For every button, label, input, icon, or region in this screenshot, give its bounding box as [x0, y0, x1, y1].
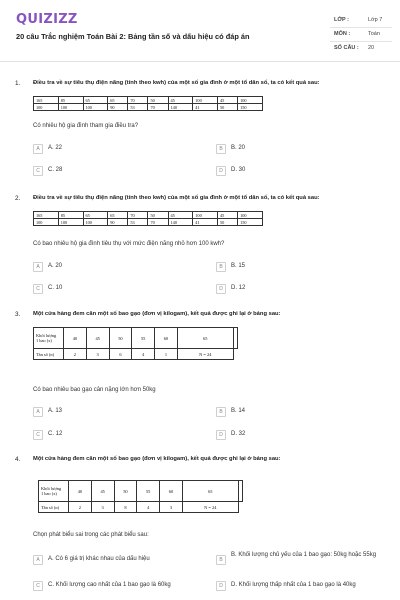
table-cell: 45 [168, 97, 193, 104]
table-cell: 4 [137, 502, 160, 513]
table-cell: 100 [238, 97, 263, 104]
table-cell: 150 [238, 219, 263, 226]
table-cell: 60 [160, 481, 183, 502]
table-cell: 50 [109, 328, 132, 349]
table-row [34, 97, 263, 104]
row-header-frequency: Tần số (n) [39, 502, 69, 513]
table-cell: 45 [218, 97, 238, 104]
option-letter: A [33, 555, 43, 565]
data-table [33, 96, 263, 111]
option-letter: C [33, 284, 43, 294]
table-cell: 45 [86, 328, 109, 349]
table-cell: 1 [155, 349, 178, 360]
data-table [33, 211, 263, 226]
table-cell: 6 [109, 349, 132, 360]
table-cell: 45 [168, 212, 193, 219]
table-cell: 165 [34, 97, 59, 104]
table-cell: 70 [148, 219, 168, 226]
table-cell: 3 [160, 502, 183, 513]
question-number: 1. [15, 80, 21, 87]
table-cell: 50 [114, 481, 137, 502]
table-cell: 2 [64, 349, 87, 360]
table-cell: 50 [218, 219, 238, 226]
option-letter: B [216, 407, 226, 417]
option-text: A. Có 6 giá trị khác nhau của dấu hiệu [48, 556, 150, 562]
meta-value: Lớp 7 [368, 17, 383, 23]
meta-label: MÔN : [334, 31, 351, 37]
table-row [39, 481, 243, 502]
frequency-table [33, 327, 238, 360]
option-letter: D [216, 581, 226, 591]
option-text: D. Khối lượng thấp nhất của 1 bao gạo là 40kg [231, 582, 356, 588]
table-cell: 3 [86, 349, 109, 360]
table-cell: 100 [83, 219, 108, 226]
meta-label: LỚP : [334, 17, 349, 23]
question-prompt: Có bao nhiêu bao gạo cân nặng lớn hơn 50kg [33, 387, 156, 393]
question-text: Điều tra về sự tiêu thụ điện năng (tính theo kwh) của một số gia đình ở một tổ dân số, ta có kết quả sau: [33, 195, 320, 201]
option-text: B. Khối lượng chủ yếu của 1 bao gạo: 50kg hoặc 55kg [231, 552, 377, 558]
page-header [0, 0, 400, 62]
table-cell: 4 [132, 349, 155, 360]
table-cell: N = 24 [182, 502, 238, 513]
table-cell: 65 [83, 97, 108, 104]
meta-value: Toán [368, 31, 380, 37]
quizizz-logo: QUIZIZZ [16, 12, 78, 27]
option-text: C. 10 [48, 285, 63, 291]
row-header-value: Khối lượng 1 bao (x) [34, 328, 64, 349]
document-title: 20 câu Trắc nghiệm Toán Bài 2: Bảng tần số và dấu hiệu có đáp án [16, 32, 250, 41]
table-cell: 50 [218, 104, 238, 111]
table-row [34, 104, 263, 111]
table-cell: 90 [108, 219, 128, 226]
table-cell: 150 [238, 104, 263, 111]
table-cell: 60 [155, 328, 178, 349]
table-row [34, 219, 263, 226]
option-text: A. 22 [48, 145, 63, 151]
question-prompt: Chọn phát biểu sai trong các phát biểu sau: [33, 532, 149, 538]
table-cell: 3 [91, 502, 114, 513]
table-cell: 45 [218, 212, 238, 219]
table-cell: 100 [238, 212, 263, 219]
option-letter: B [216, 555, 226, 565]
option-letter: A [33, 407, 43, 417]
question-number: 3. [15, 311, 21, 318]
table-cell: 70 [128, 97, 148, 104]
option-letter: B [216, 262, 226, 272]
table-cell: 41 [193, 219, 218, 226]
question-prompt: Có bao nhiêu hộ gia đình tiêu thụ với mức điện năng nhỏ hơn 100 kwh? [33, 241, 225, 247]
table-cell: 70 [148, 104, 168, 111]
option-text: D. 12 [231, 285, 246, 291]
table-cell: 100 [58, 104, 83, 111]
question-number: 4. [15, 456, 21, 463]
table-row [34, 212, 263, 219]
table-cell [233, 328, 237, 349]
option-text: B. 15 [231, 263, 246, 269]
option-letter: D [216, 166, 226, 176]
option-letter: D [216, 430, 226, 440]
meta-value: 20 [368, 45, 375, 51]
option-letter: C [33, 581, 43, 591]
table-cell: 41 [193, 104, 218, 111]
option-text: D. 30 [231, 167, 246, 173]
table-cell: 65 [108, 212, 128, 219]
table-cell: 90 [108, 104, 128, 111]
table-cell: 50 [148, 97, 168, 104]
table-row [34, 349, 238, 360]
option-letter: C [33, 430, 43, 440]
question-prompt: Có nhiêu hộ gia đình tham gia điều tra? [33, 123, 139, 129]
option-text: A. 20 [48, 263, 63, 269]
option-letter: A [33, 262, 43, 272]
table-cell: 40 [69, 481, 92, 502]
table-cell: 55 [137, 481, 160, 502]
table-cell: 40 [64, 328, 87, 349]
table-cell: 65 [108, 97, 128, 104]
meta-label: SỐ CÂU : [334, 45, 359, 51]
question-text: Điều tra về sự tiêu thụ điện năng (tính theo kwh) của một số gia đình ở một tổ dân số, ta có kết quả sau: [33, 80, 320, 86]
table-cell: 140 [168, 104, 193, 111]
table-cell: 45 [91, 481, 114, 502]
table-cell: 85 [58, 212, 83, 219]
table-cell: 70 [128, 212, 148, 219]
table-cell: 85 [58, 97, 83, 104]
option-text: C. Khối lượng cao nhất của 1 bao gạo là 60kg [48, 582, 171, 588]
frequency-table [38, 480, 243, 513]
table-cell: 2 [69, 502, 92, 513]
table-cell: 50 [148, 212, 168, 219]
divider [330, 41, 392, 42]
table-cell: 65 [83, 212, 108, 219]
option-letter: D [216, 284, 226, 294]
option-letter: B [216, 144, 226, 154]
option-text: A. 13 [48, 408, 63, 414]
table-cell: 55 [132, 328, 155, 349]
table-cell: 100 [34, 219, 59, 226]
table-cell [238, 481, 242, 502]
table-cell: 65 [182, 481, 238, 502]
table-cell: 140 [168, 219, 193, 226]
divider [330, 27, 392, 28]
table-cell: 100 [83, 104, 108, 111]
question-text: Một cửa hàng đem cân một số bao gạo (đơn vị kilogam), kết quả được ghi lại ở bảng sau: [33, 311, 281, 317]
table-cell: 8 [114, 502, 137, 513]
table-cell: 53 [128, 104, 148, 111]
row-header-value: Khối lượng 1 bao (x) [39, 481, 69, 502]
table-cell: 100 [193, 212, 218, 219]
question-number: 2. [15, 195, 21, 202]
option-text: C. 28 [48, 167, 63, 173]
option-text: D. 32 [231, 431, 246, 437]
option-letter: A [33, 144, 43, 154]
table-cell: 100 [58, 219, 83, 226]
table-cell: 65 [177, 328, 233, 349]
table-cell: 53 [128, 219, 148, 226]
table-row [34, 328, 238, 349]
question-text: Một cửa hàng đem cân một số bao gạo (đơn vị kilogam), kết quả được ghi lại ở bảng sau: [33, 456, 281, 462]
option-text: B. 20 [231, 145, 246, 151]
table-cell: N = 24 [177, 349, 233, 360]
table-cell: 165 [34, 212, 59, 219]
table-cell: 100 [193, 97, 218, 104]
row-header-frequency: Tần số (n) [34, 349, 64, 360]
option-text: B. 14 [231, 408, 246, 414]
table-row [39, 502, 243, 513]
table-cell: 100 [34, 104, 59, 111]
option-text: C. 12 [48, 431, 63, 437]
option-letter: C [33, 166, 43, 176]
